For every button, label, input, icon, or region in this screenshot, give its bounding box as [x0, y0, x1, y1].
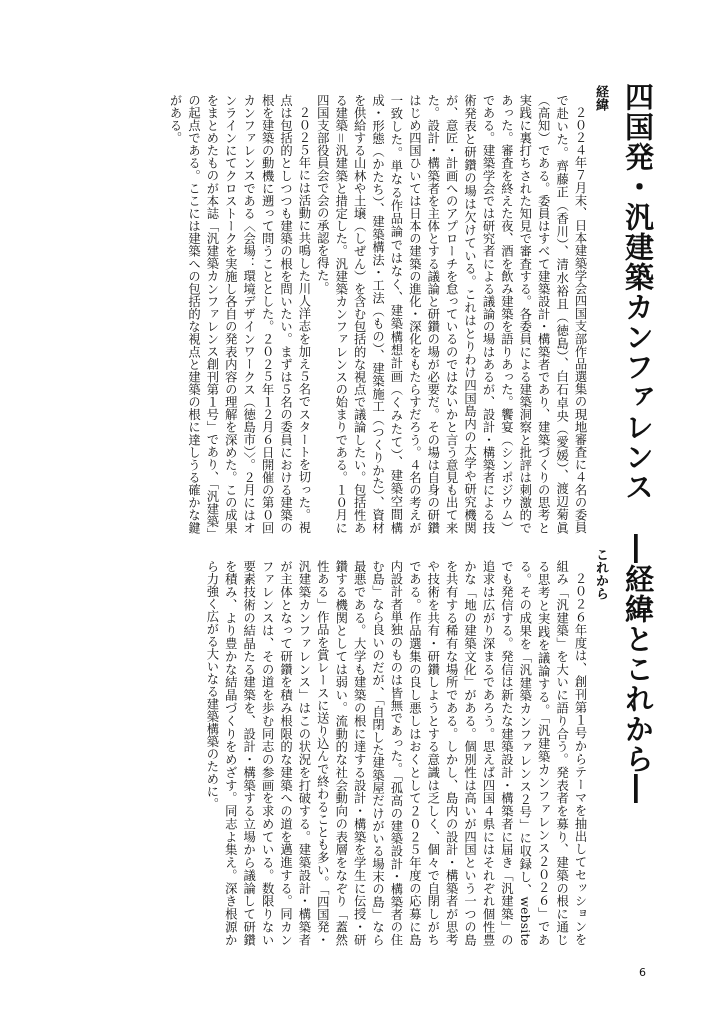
section-heading-history: 経緯 [593, 85, 608, 111]
title-main: 四国発・汎建築カンファレンス [621, 82, 655, 502]
history-paragraph-2: ２０２５年には活動に共鳴した川人洋志を加え５名でスタートを切った。視点は包括的としつつも建築の根を問いたい。まずは５名の委員における建築の根を建築の動機に遡って問うこととした。２０２５年１２月６日開催の第０回カンファレンスである〈会場：環境デザインワークス（徳島市）〉。２月にはオンラインにてクロストークを実施し各自の発表内容の理解を深めた。この成果をまとめたものが本誌「汎建築カンファレンス創刊第１号」であり、「汎建築」の起点である。ここには建築への包括的な視点と建築の根に達しうる確かな鍵がある。 [168, 94, 311, 534]
title-separator: ― [621, 534, 655, 564]
history-paragraph-1: ２０２４年７月末、日本建築学会四国支部作品選集の現地審査に４名の委員で赴いた。齊藤正（香川）、清水裕且（徳島）、白石卓央（愛媛）、渡辺菊眞（高知）である。委員はすべて建築設計・構築者であり、建築づくりの思考と実践に裏打ちされた知見で審査する。各委員による建築洞察と批評は刺激的であった。審査を終えた夜、酒を飲み建築を語りあった。饗宴（シンポジウム）である。建築学会では研究者による議論の場はあるが、設計・構築者による技術発表と研鑽の場は欠けている。これはとりわけ四国島内の大学や研究機関が、意匠・計画へのアプローチを怠っているのではないかと言う意見も出て来た。設計・構築者を主体とする議論と研鑽の場が必要だ。その場は自身の研鑽はじめ四国ひいては日本の建築の進化・深化をもたらすだろう。４名の考えが一致した。単なる作品論ではなく、建築構想計画（くみたて）、建築空間構成・形態（かたち）、建築構法・工法（もの）、建築施工（つくりかた）、資材を供給する山林や土壌（しぜん）を含む包括的な視点で議論したい。包括性ある建築＝汎建築と措定した。汎建築カンファレンスの始まりである。１０月に四国支部役員会で会の承認を得た。 [315, 94, 587, 534]
section-body-history [111, 94, 589, 534]
title-sub: 経緯とこれから― [621, 564, 655, 804]
page-number: 6 [639, 966, 646, 979]
page-title [620, 82, 656, 804]
section-heading-future: これから [593, 548, 608, 600]
section-body-future [111, 560, 589, 946]
future-paragraph-1: ２０２６年度は、創刊第１号からテーマを抽出してセッションを組み「汎建築」を大いに語り合う。発表者を募り、建築の根に通じる思考と実践を議論する。「汎建築カンファレンス２０２６」である。その成果を「汎建築カンファレンス２号」に収録し、websiteでも発信する。発信は新たな建築設計・構築者に届き「汎建築」の追求は広がり深まるであろう。思えば四国４県にはそれぞれ個性豊かな「地の建築文化」がある。個別性は高いが四国という一つの島を共有する稀有な場所である。しかし、島内の設計・構築者が思考や技術を共有・研鑽しようとする意識は乏しく、個々で自閉しがちである。作品選集の良し悪しはおくとして２０２５年度の応募に島内設計者単独のものは皆無であった。「孤高の建築設計・構築者の住む島」なら良いのだが、「自閉した建築屋だけがいる場末の島」なら最悪である。大学も建築の根に達する設計・構築を学生に伝授・研鑽する機関としては弱い。流動的な社会動向の表層をなぞり「蓋然性ある」作品を賞レースに送り込んで終わることも多い。「四国発・汎建築カンファレンス」はこの状況を打破する。建築設計・構築者が主体となって研鑽を積み根限的な建築への道を邁進する。同カンファレンスは、その道を歩む同志の参画を求めている。数限りない要素技術の結晶たる建築を、設計・構築する立場から議論して研鑽を積み、より豊かな結晶づくりをめざす。同志よ集え。深き根源から力強く広がる大いなる建築構築のために。 [204, 560, 587, 946]
